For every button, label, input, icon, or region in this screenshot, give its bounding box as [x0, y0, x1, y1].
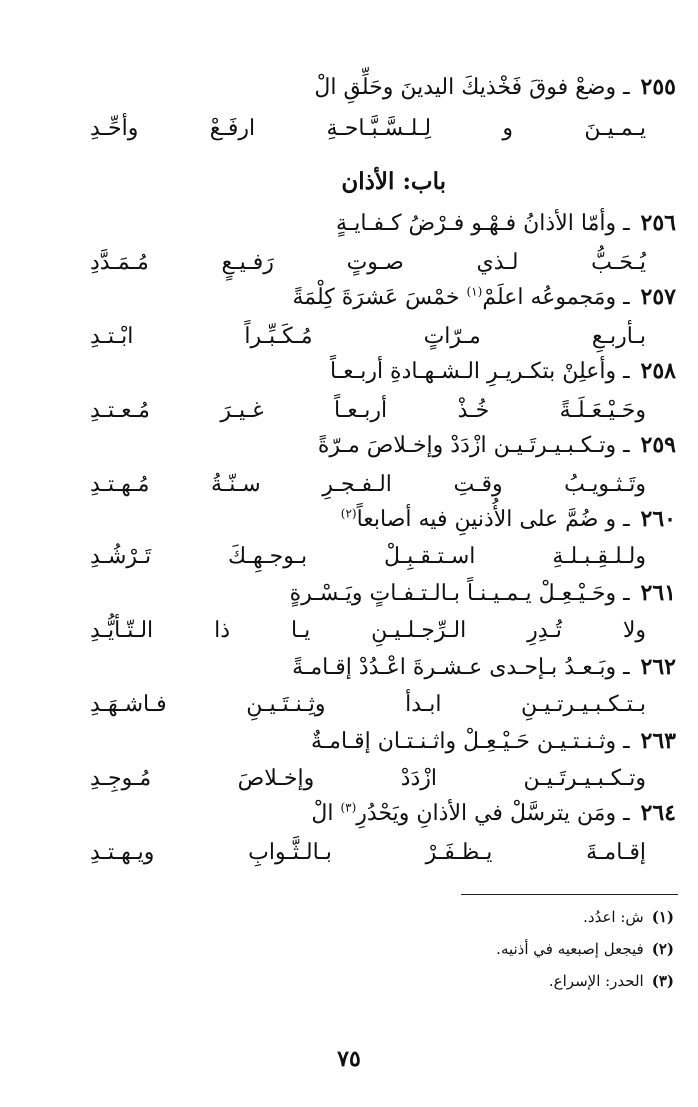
verse-260-line-2: ولـلـقِـبـلـةِ اسـتـقـبِـلْ بـوجـهِـكَ تَـرْشُـدِ	[90, 544, 646, 569]
verse-256-line-1: ٢٥٦ ـ وأمّا الأذانُ فـهْـو فـرْضُ كـفـايـةٍ	[336, 210, 676, 236]
footnote-3	[549, 970, 674, 992]
verse-number: ٢٥٩	[640, 432, 676, 458]
footnote-marker: (٢)	[340, 506, 357, 521]
footnote-2	[496, 938, 674, 960]
verse-number: ٢٥٧	[640, 284, 676, 310]
verse-263-line-2: وتـكـبـيـرتَـيـن ازْدَدْ وإخـلاصَ مُـوجِـدِ	[90, 766, 646, 791]
verse-text: و ضُمَّ على الأُذنينِ فيه أصابعاً	[356, 507, 617, 532]
verse-text: ومَجموعُه اعلَمْ	[482, 285, 617, 310]
verse-number: ٢٦٠	[640, 506, 676, 532]
verse-text: وبَـعـدُ بـإحـدى عـشـرةَ اعْـدُدْ إقـامـةً	[292, 655, 617, 680]
verse-text-cont: خمْسَ عَشرَةَ كِلْمَةً	[292, 285, 467, 310]
verse-256-line-2: يُـحَـبُّ لـذي صـوتٍ رَفـيـعٍ مُـمَـدَّدِ	[90, 250, 646, 275]
footnote-divider	[461, 894, 678, 895]
footnote-number: (٢)	[651, 940, 674, 958]
verse-260-line-1: ٢٦٠ ـ و ضُمَّ على الأُذنينِ فيه أصابعاً$^{(٢)}$	[340, 506, 676, 532]
verse-262-line-2: بـتـكـبـيـرتـيـنِ ابـدأ وثِـنـتَـيـنِ فـاشـهَـدِ	[90, 692, 646, 717]
verse-text: وثـنـتـيـن حَـيْـعِـلْ واثـنـتـان إقـامـةٌ	[310, 729, 617, 754]
verse-255-line-2: يـمـيـنَ و لِـلـسَّـبَّـاحـةِ ارفَـعْ وأحِّـدِ	[90, 116, 646, 141]
verse-number: ٢٥٥	[640, 74, 676, 100]
verse-259-line-1: ٢٥٩ ـ وتـكـبـيـرتَـيـن ازْدَدْ وإخـلاصَ مـرّةً	[317, 432, 676, 458]
footnote-text: الحدر: الإسراع.	[548, 972, 644, 990]
verse-261-line-1: ٢٦١ ـ وحَـيْـعِـلْ يـمـيـنـاً بـالـتـفـاتٍ ويَـسْـرةٍ	[289, 580, 676, 606]
verse-262-line-1: ٢٦٢ ـ وبَـعـدُ بـإحـدى عـشـرةَ اعْـدُدْ إقـامـةً	[292, 654, 676, 680]
verse-text: وأعلِنْ بتكـريـرِ الـشـهـادةِ أربـعـاً	[330, 359, 617, 384]
verse-264-line-1: ٢٦٤ ـ ومَن يترسَّلْ في الأذانِ ويَحْدُرِ$^{(٣)}$ الْ	[311, 800, 676, 826]
verse-text: وتـكـبـيـرتَـيـن ازْدَدْ وإخـلاصَ مـرّةً	[317, 433, 617, 458]
footnote-number: (٣)	[651, 972, 674, 990]
verse-text: ومَن يترسَّلْ في الأذانِ ويَحْدُرِ	[356, 801, 617, 826]
footnote-text: ش: اعدُد.	[583, 908, 644, 926]
verse-261-line-2: ولا تُـدِرِ الـرِّجـلـيـنِ يـا ذا الـتّـأيُّـدِ	[90, 618, 646, 643]
verse-259-line-2: وتَـثـويـبُ وقـتِ الـفـجـرِ سـنّـةُ مُـهـتـدِ	[90, 472, 646, 497]
verse-number: ٢٦١	[640, 580, 676, 606]
verse-257-line-2: بـأربـعِ مـرّاتٍ مُـكَـبِّـراً ابْـتـدِ	[90, 324, 646, 349]
section-heading: باب: الأذان	[341, 168, 446, 195]
verse-text-cont: الْ	[311, 801, 341, 826]
verse-number: ٢٥٦	[640, 210, 676, 236]
footnote-marker: (٣)	[340, 800, 357, 815]
verse-257-line-1: ٢٥٧ ـ ومَجموعُه اعلَمْ$^{(١)}$ خمْسَ عَشرَةَ كِلْمَةً	[292, 284, 676, 310]
footnote-marker: (١)	[466, 284, 483, 299]
verse-255-line-1: ٢٥٥ ـ وضعْ فوقَ فَخْذيكَ اليدينَ وحَلِّقِ الْ	[314, 74, 676, 100]
footnote-text: فيجعل إصبعيه في أذنيه.	[496, 940, 644, 958]
verse-number: ٢٦٣	[640, 728, 676, 754]
verse-number: ٢٥٨	[640, 358, 676, 384]
verse-258-line-1: ٢٥٨ ـ وأعلِنْ بتكـريـرِ الـشـهـادةِ أربـعـاً	[330, 358, 676, 384]
verse-number: ٢٦٤	[640, 800, 676, 826]
verse-258-line-2: وحَـيْـعَـلَـةً خُـذْ أربـعـاً غـيـرَ مُـعـتـدِ	[90, 398, 646, 423]
verse-263-line-1: ٢٦٣ ـ وثـنـتـيـن حَـيْـعِـلْ واثـنـتـان إقـامـةٌ	[310, 728, 676, 754]
verse-264-line-2: إقـامـةَ يـظـفَـرْ بـالـثَّـوابِ ويـهـتـدِ	[90, 840, 646, 865]
verse-text: وأمّا الأذانُ فـهْـو فـرْضُ كـفـايـةٍ	[336, 211, 617, 236]
footnote-1	[583, 906, 674, 928]
verse-number: ٢٦٢	[640, 654, 676, 680]
verse-text: وضعْ فوقَ فَخْذيكَ اليدينَ وحَلِّقِ الْ	[314, 75, 617, 100]
footnote-number: (١)	[651, 908, 674, 926]
page-number: ٧٥	[337, 1046, 361, 1072]
verse-text: وحَـيْـعِـلْ يـمـيـنـاً بـالـتـفـاتٍ ويَـسْـرةٍ	[289, 581, 617, 606]
